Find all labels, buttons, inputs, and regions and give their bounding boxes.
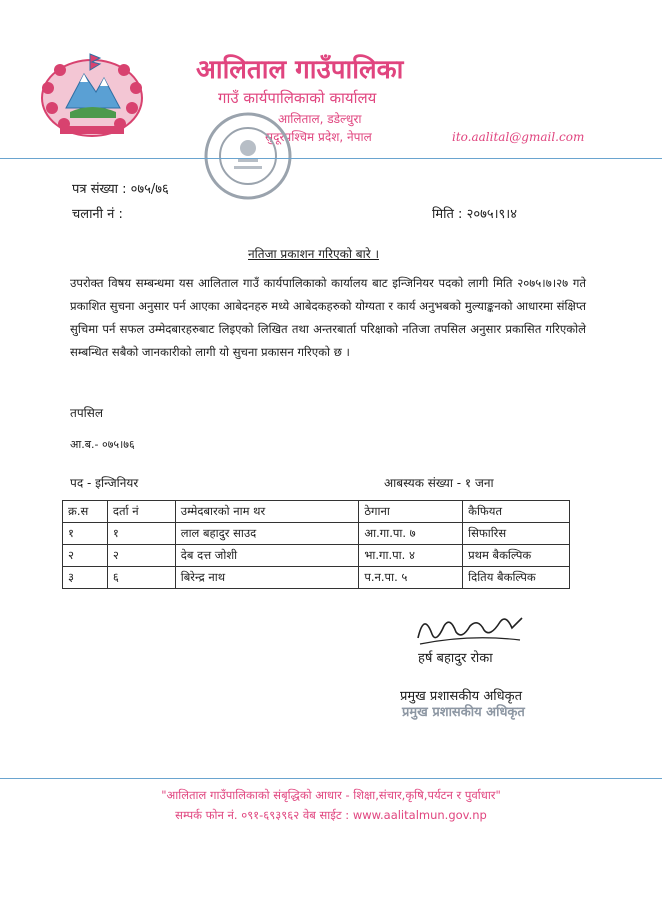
office-subtitle: गाउँ कार्यपालिकाको कार्यालय	[218, 89, 377, 107]
cell-address: आ.गा.पा. ७	[359, 523, 463, 545]
cell-serial: १	[63, 523, 108, 545]
header-divider	[0, 158, 662, 159]
col-remarks-header: कैफियत	[463, 501, 570, 523]
cell-address: प.न.पा. ५	[359, 567, 463, 589]
office-province: सुदूरपश्चिम प्रदेश, नेपाल	[265, 130, 372, 144]
table-row	[63, 567, 570, 589]
table-row	[63, 523, 570, 545]
letter-body: उपरोक्त विषय सम्बन्धमा यस आलिताल गाउँ कार्यपालिकाको कार्यालय बाट इन्जिनियर पदको लागी मिति २०७५।७।२७ गते प्रकाशित सुचना अनुसार पर्न आएका आबेदनहरु मध्ये आबेदकहरुको योग्यता र कार्य अनुभबको मुल्याङ्कनको आधारमा संक्षिप्त सुचिमा पर्न सफल उम्मेदबारहरुबाट लिइएको लिखित तथा अन्तरबार्ता परिक्षाको नतिजा तपसिल अनुसार प्रकासित गरिएकोले सम्बन्धित सबैको जानकारीको लागी यो सुचना प्रकासन गरिएको छ ।	[70, 276, 586, 359]
footer-motto: "आलिताल गाउँपालिकाको संबृद्धिको आधार - शिक्षा,संचार,कृषि,पर्यटन र पुर्वाधार"	[161, 788, 501, 802]
col-reg-header: दर्ता नं	[107, 501, 175, 523]
cell-reg: ६	[107, 567, 175, 589]
cell-serial: ३	[63, 567, 108, 589]
col-serial-header: क्र.स	[63, 501, 108, 523]
col-address-header: ठेगाना	[359, 501, 463, 523]
cell-name: बिरेन्द्र नाथ	[175, 567, 359, 589]
results-table	[62, 500, 570, 589]
col-name-header: उम्मेदबारको नाम थर	[175, 501, 359, 523]
municipality-title: आलिताल गाउँपालिका	[196, 55, 404, 85]
office-stamp-icon	[200, 108, 296, 204]
letter-subject: नतिजा प्रकाशन गरिएको बारे ।	[248, 247, 379, 261]
cell-address: भा.गा.पा. ४	[359, 545, 463, 567]
cell-name: देब दत्त जोशी	[175, 545, 359, 567]
cell-reg: १	[107, 523, 175, 545]
signatory-name: हर्ष बहादुर रोका	[418, 651, 493, 666]
fiscal-year: आ.ब.- ०७५।७६	[70, 438, 135, 451]
footer-contact: सम्पर्क फोन नं. ०९१-६९३९६२ वेब साईट : www.aalitalmun.gov.np	[175, 808, 487, 822]
reference-number: पत्र संख्या : ०७५/७६	[72, 182, 169, 197]
required-count: आबस्यक संख्या - १ जना	[384, 476, 494, 490]
cell-remarks: सिफारिस	[463, 523, 570, 545]
cell-remarks: प्रथम बैकल्पिक	[463, 545, 570, 567]
table-row	[63, 545, 570, 567]
cell-remarks: दितिय बैकल्पिक	[463, 567, 570, 589]
footer-divider	[0, 778, 662, 779]
signature-scribble	[410, 604, 530, 654]
signatory-stamp: प्रमुख प्रशासकीय अधिकृत	[402, 705, 525, 720]
post-name: पद - इन्जिनियर	[70, 476, 139, 490]
cell-reg: २	[107, 545, 175, 567]
office-email[interactable]: ito.aalital@gmail.com	[452, 130, 585, 144]
cell-serial: २	[63, 545, 108, 567]
details-label: तपसिल	[70, 406, 104, 420]
letter-date: मिति : २०७५।९।४	[432, 207, 517, 222]
nepal-emblem-icon	[36, 48, 148, 140]
dispatch-number: चलानी नं :	[72, 207, 123, 222]
cell-name: लाल बहादुर साउद	[175, 523, 359, 545]
office-address: आलिताल, डडेल्धुरा	[278, 112, 362, 126]
table-header-row	[63, 501, 570, 523]
signatory-title: प्रमुख प्रशासकीय अधिकृत	[400, 689, 523, 704]
